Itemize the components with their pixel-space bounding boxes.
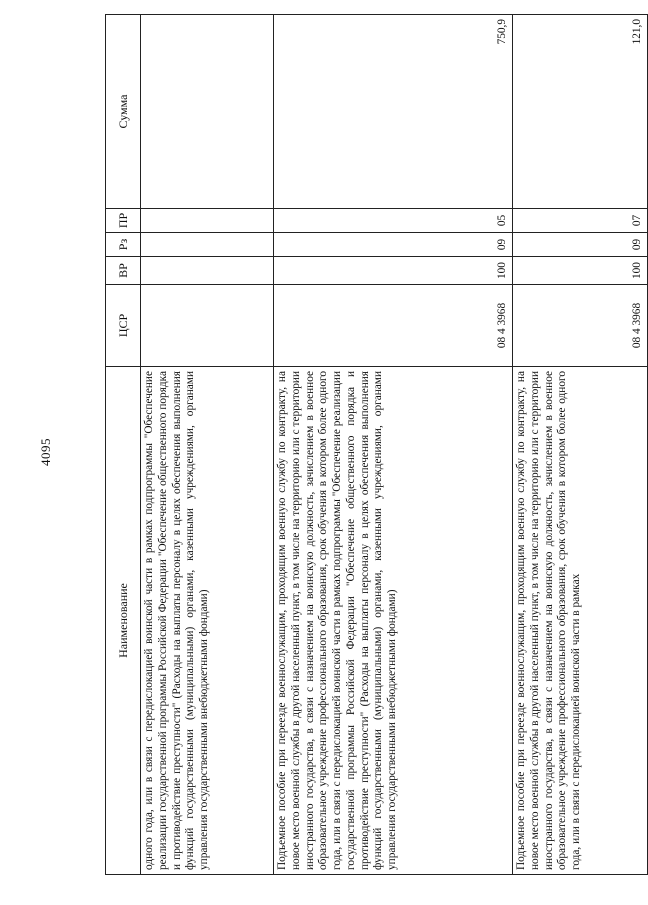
- page-number: 4095: [38, 438, 53, 466]
- row-vr: 100: [274, 257, 513, 285]
- row-name: Подъемное пособие при переезде военнослужащим, проходящим военную службу по контракту, на новое место военной службы в другой населенный пункт, в том числе на территорию или с территории иностранного государства, в связи с назначением на воинскую должность, зачислением в военное образовательное учреждение профессионального образования, срок обучения в котором более одного года, или в связи с передислокацией воинской части в рамках подпрограммы "Обеспечение реализации государственной программы Российской Федерации "Обеспечение общественного порядка и противодействие преступности" (Расходы на выплаты персоналу в целях обеспечения выполнения функций государственными (муниципальными) органами, казенными учреждениями, органами управления государственными внебюджетными фондами): [274, 367, 513, 875]
- row-pr: [141, 209, 274, 233]
- header-pr: ПР: [106, 209, 141, 233]
- row-name: одного года, или в связи с передислокацией воинской части в рамках подпрограммы "Обеспечение реализации государственной программы Российской Федерации "Обеспечение общественного порядка и противодействие преступности" (Расходы на выплаты персоналу в целях обеспечения выполнения функций государственными (муниципальными) органами, казенными учреждениями, органами управления государственными внебюджетными фондами): [141, 367, 274, 875]
- row-name: Подъемное пособие при переезде военнослужащим, проходящим военную службу по контракту, на новое место военной службы в другой населенный пункт, в том числе на территорию или с территории иностранного государства, в связи с назначением на воинскую должность, зачислением в военное образовательное учреждение профессионального образования, срок обучения в котором более одного года, или в связи с передислокацией воинской части в рамках: [513, 367, 648, 875]
- row-rz: 09: [274, 233, 513, 257]
- table-header-row: [106, 15, 141, 875]
- row-pr: 05: [274, 209, 513, 233]
- row-vr: [141, 257, 274, 285]
- row-sum: 750,9: [274, 15, 513, 209]
- header-rz: Рз: [106, 233, 141, 257]
- header-name: Наименование: [106, 367, 141, 875]
- rotated-page-content: [105, 15, 644, 875]
- budget-table: [105, 14, 648, 875]
- row-csr: [141, 285, 274, 367]
- header-vr: ВР: [106, 257, 141, 285]
- row-rz: 09: [513, 233, 648, 257]
- table-row: [141, 15, 274, 875]
- row-csr: 08 4 3968: [274, 285, 513, 367]
- table-row: [274, 15, 513, 875]
- table-row: [513, 15, 648, 875]
- row-sum: 121,0: [513, 15, 648, 209]
- header-sum: Сумма: [106, 15, 141, 209]
- row-pr: 07: [513, 209, 648, 233]
- header-csr: ЦСР: [106, 285, 141, 367]
- row-csr: 08 4 3968: [513, 285, 648, 367]
- row-rz: [141, 233, 274, 257]
- row-vr: 100: [513, 257, 648, 285]
- row-sum: [141, 15, 274, 209]
